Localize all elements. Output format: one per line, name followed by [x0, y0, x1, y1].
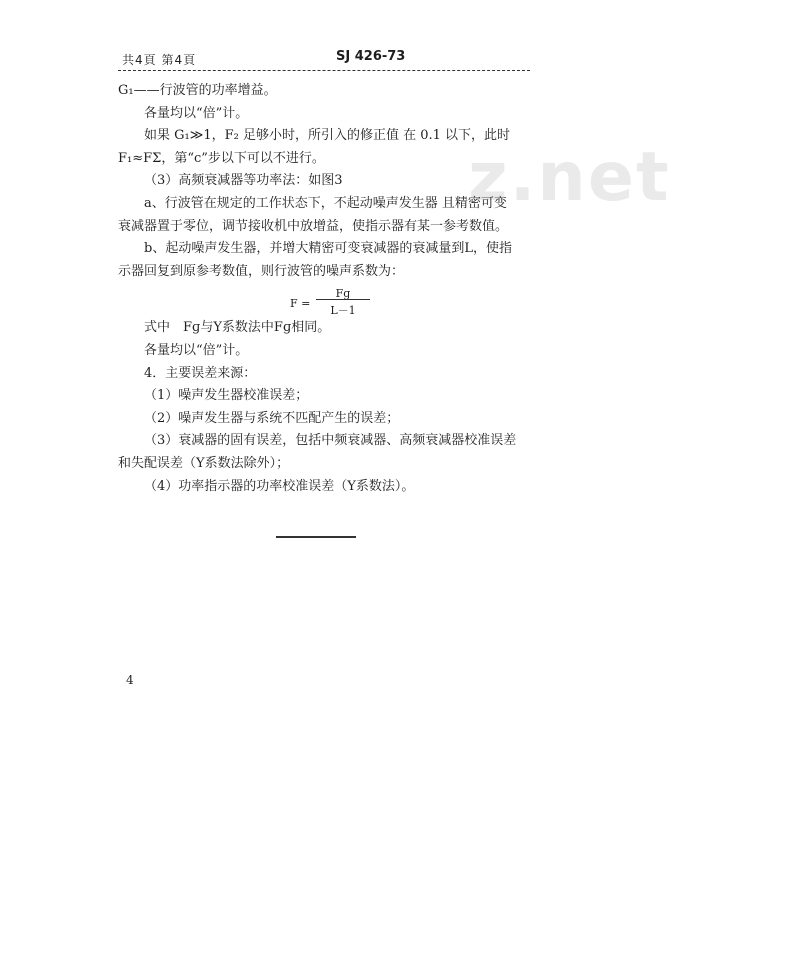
body-text: [118, 80, 530, 498]
text-line: 和失配误差（Y系数法除外）；: [118, 455, 290, 471]
formula-numerator: Fɡ: [335, 287, 351, 301]
text-line: （2）噪声发生器与系统不匹配产生的误差；: [144, 410, 400, 426]
text-line: （1）噪声发生器校准误差；: [144, 388, 309, 404]
text-line: （4）功率指示器的功率校准误差（Y系数法）。: [144, 478, 415, 494]
text-line: 各量均以“倍”计。: [144, 105, 249, 121]
page-number: 4: [126, 673, 134, 687]
page-info: 共4頁 第4頁: [122, 53, 197, 67]
text-line: （3）衰减器的固有误差，包括中频衰减器、高频衰减器校准误差: [144, 433, 517, 449]
noise-figure-formula: [290, 283, 370, 317]
text-line: 衰减器置于零位，调节接收机中放增益，使指示器有某一参考数值。: [118, 218, 509, 234]
text-line: 4．主要误差来源：: [144, 365, 257, 381]
end-of-document-rule: [276, 536, 356, 538]
page-header: [118, 48, 530, 72]
text-line: 式中 Fɡ与Y系数法中Fɡ相同。: [144, 320, 331, 336]
text-line: 示器回复到原参考数值，则行波管的噪声系数为：: [118, 263, 405, 279]
text-line: （3）高频衰减器等功率法：如图3: [144, 173, 343, 189]
formula-row: [118, 283, 530, 317]
text-line: F₁≈FΣ，第“c”步以下可以不进行。: [118, 150, 325, 166]
text-line: b、起动噪声发生器，并增大精密可变衰减器的衰减量到L，使指: [144, 241, 512, 257]
formula-denominator: L－1: [330, 304, 356, 318]
text-line: G₁——行波管的功率增益。: [118, 83, 277, 98]
formula-lhs: F =: [290, 297, 311, 311]
text-line: 如果 G₁≫1，F₂ 足够小时，所引入的修正值 在 0.1 以下，此时: [144, 128, 511, 144]
watermark: z.net: [468, 138, 671, 217]
text-line: 各量均以“倍”计。: [144, 342, 249, 358]
text-line: a、行波管在规定的工作状态下，不起动噪声发生器 且精密可变: [144, 195, 507, 211]
document-code: SJ 426-73: [336, 49, 406, 64]
header-divider: [118, 70, 530, 71]
